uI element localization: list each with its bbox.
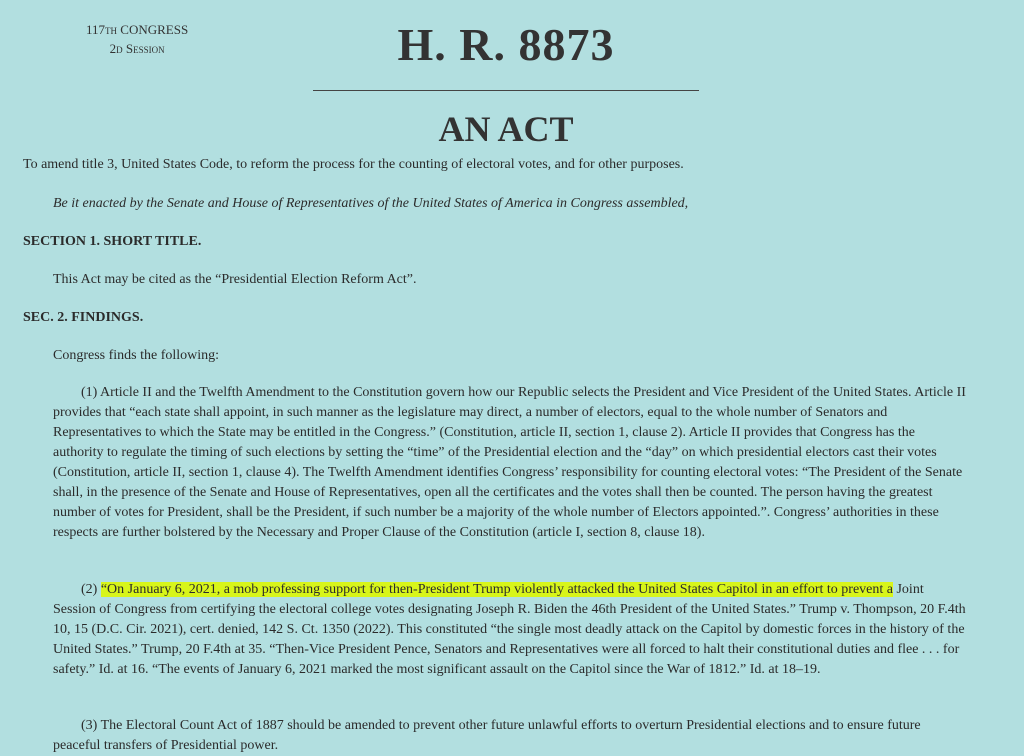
enacting-clause: Be it enacted by the Senate and House of Representatives of the United States of America in Congress assembled,	[53, 196, 689, 211]
finding-paragraph-1: (1) Article II and the Twelfth Amendment to the Constitution govern how our Republic selects the President and Vice President of the United States. Article II provides that “each state shall appoint, in such manner as the legislature may direct, a number of electors, equal to the whole number of Senators and Representatives to which the State may be entitled in the Congress.” (Constitution, article II, section 1, clause 2). Article II provides that Congress has the authority to regulate the timing of such elections by setting the “time” of the Presidential election and the “day” on which presidential electors cast their votes (Constitution, article II, section 1, clause 4). The Twelfth Amendment identifies Congress’ responsibility for counting electoral votes: “The President of the Senate shall, in the presence of the Senate and House of Representatives, open all the certificates and the votes shall then be counted. The person having the greatest number of votes for President, shall be the President, if such number be a majority of the whole number of Electors appointed.”. Congress’ authorities in these respects are further bolstered by the Necessary and Proper Clause of the Constitution (article I, section 8, clause 18).	[53, 385, 966, 540]
section1-text: This Act may be cited as the “Presidential Election Reform Act”.	[53, 272, 417, 287]
session-line: 2d Session	[109, 41, 165, 56]
highlighted-quote: “On January 6, 2021, a mob professing support for then-President Trump violently attacked the United States Capitol in an effort to prevent a	[100, 582, 893, 597]
finding-paragraph-3: (3) The Electoral Count Act of 1887 should be amended to prevent other future unlawful efforts to overturn Presidential elections and to ensure future peaceful transfers of Presidential power.	[53, 718, 921, 753]
section1-heading: SECTION 1. SHORT TITLE.	[23, 234, 202, 249]
finding-2-rest: Joint Session of Congress from certifying the electoral college votes designating Joseph R. Biden the 46th President of the United States.” Trump v. Thompson, 20 F.4th 10, 15 (D.C. Cir. 2021), cert. denied, 142 S. Ct. 1350 (2022). This constituted “the single most deadly attack on the Capitol by domestic forces in the history of the United States.” Trump, 20 F.4th at 35. “Then-Vice President Pence, Senators and Representatives were all forced to halt their constitutional duties and flee . . . for safety.” Id. at 16. “The events of January 6, 2021 marked the most significant assault on the Capitol since the War of 1812.” Id. at 18–19.	[53, 582, 966, 677]
finding-2-prefix: (2)	[81, 582, 101, 597]
congress-line: 117th CONGRESS	[86, 22, 189, 37]
section2-heading: SEC. 2. FINDINGS.	[23, 310, 144, 325]
findings-intro: Congress finds the following:	[53, 348, 220, 363]
purpose-statement: To amend title 3, United States Code, to reform the process for the counting of electoral votes, and for other purposes.	[23, 157, 684, 172]
title-divider	[313, 90, 699, 91]
bill-number: H. R. 8873	[397, 19, 615, 70]
act-title: AN ACT	[438, 109, 574, 149]
finding-paragraph-2	[53, 580, 968, 680]
